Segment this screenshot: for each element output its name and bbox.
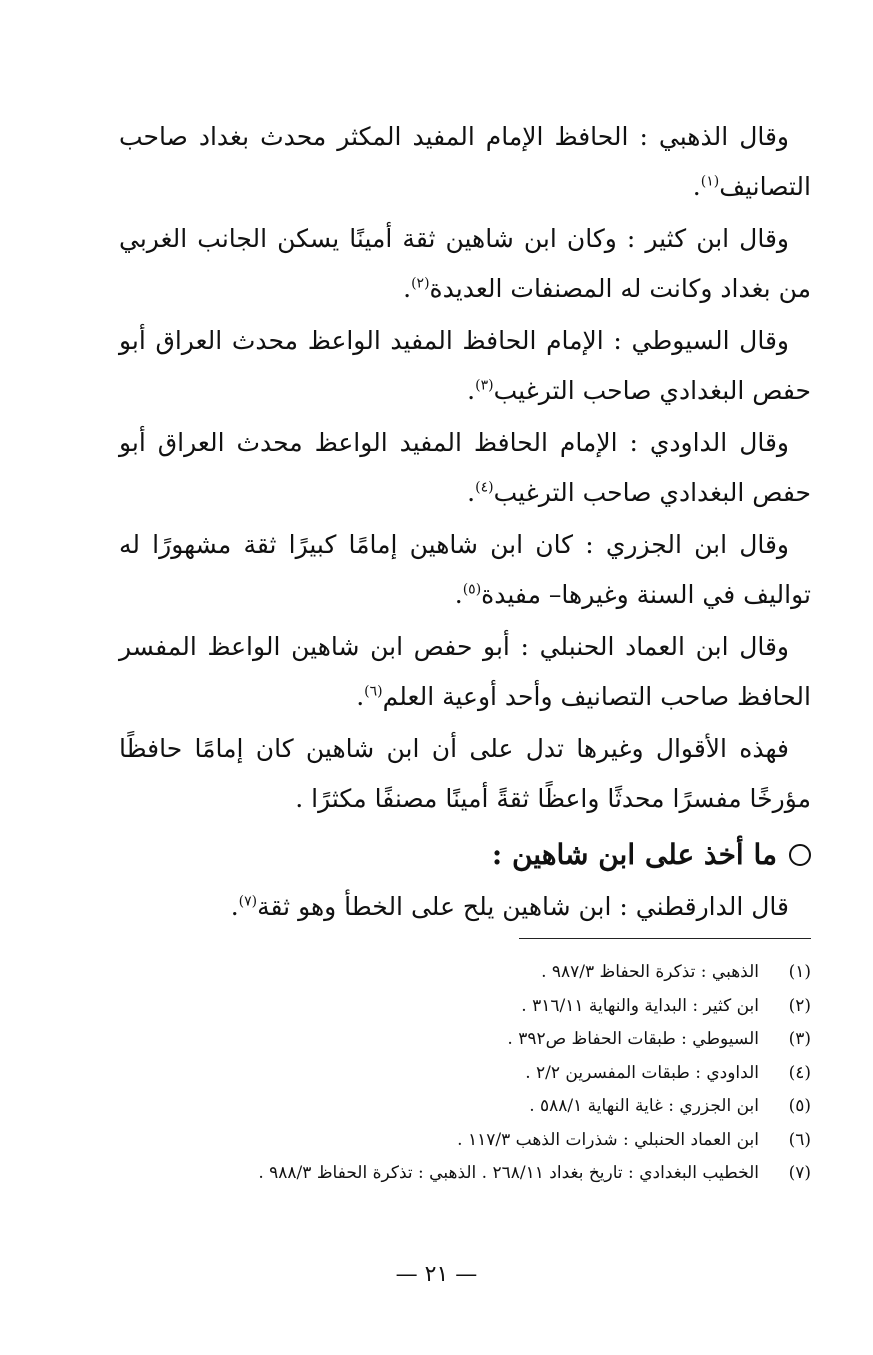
paragraph-dhahabi: وقال الذهبي : الحافظ الإمام المفيد المكثر محدث بغداد صاحب التصانيف$^{(١)}$. xyxy=(119,122,811,201)
main-text xyxy=(119,112,811,932)
footnote-number: (٢) xyxy=(788,995,811,1016)
footnote-number: (٥) xyxy=(788,1096,811,1116)
section-heading-text: ما أخذ على ابن شاهين : xyxy=(491,838,777,871)
footnote-number: (١) xyxy=(788,962,811,982)
footnote-ref: (٣) xyxy=(475,377,494,394)
footnote-ref: (٧) xyxy=(238,893,258,910)
footnote-text: الداودي : طبقات المفسرين ٢/٢ . xyxy=(525,1062,759,1083)
paragraph-summary: فهذه الأقوال وغيرها تدل على أن ابن شاهين كان إمامًا حافظًا مؤرخًا مفسرًا محدثًا واعظًا ثقةً أمينًا مصنفًا مكثرًا . xyxy=(119,734,811,813)
footnote-text: ابن العماد الحنبلي : شذرات الذهب ١١٧/٣ . xyxy=(457,1129,759,1150)
footnote-ref: (١) xyxy=(700,173,720,190)
footnote-ref: (٦) xyxy=(364,683,383,700)
paragraph-suyuti: وقال السيوطي : الإمام الحافظ المفيد الواعظ محدث العراق أبو حفص البغدادي صاحب الترغيب$^{(٣)}$. xyxy=(119,326,811,405)
footnote-ref: (٥) xyxy=(462,581,482,598)
footnote-text: الذهبي : تذكرة الحفاظ ٩٨٧/٣ . xyxy=(541,962,759,982)
footnote-item xyxy=(111,1023,811,1057)
circle-bullet-icon xyxy=(789,844,811,866)
footnote-text: ابن كثير : البداية والنهاية ٣١٦/١١ . xyxy=(521,995,759,1016)
footnote-number: (٤) xyxy=(788,1062,811,1083)
footnote-number: (٦) xyxy=(788,1129,811,1150)
paragraph-ibn-jazari: وقال ابن الجزري : كان ابن شاهين إمامًا كبيرًا ثقة مشهورًا له تواليف في السنة وغيرها– مفيدة$^{(٥)}$. xyxy=(119,530,811,609)
paragraph-ibn-kathir: وقال ابن كثير : وكان ابن شاهين ثقة أمينًا يسكن الجانب الغربي من بغداد وكانت له المصنفات العديدة$^{(٢)}$. xyxy=(119,224,811,303)
paragraph-dawudi: وقال الداودي : الإمام الحافظ المفيد الواعظ محدث العراق أبو حفص البغدادي صاحب الترغيب$^{(٤)}$. xyxy=(119,428,811,507)
paragraph-daraqutni: قال الدارقطني : ابن شاهين يلح على الخطأ وهو ثقة$^{(٧)}$. xyxy=(230,892,789,921)
footnotes-list xyxy=(111,956,811,1191)
footnote-divider xyxy=(519,938,811,939)
section-heading xyxy=(119,828,811,882)
paragraph-ibn-imad: وقال ابن العماد الحنبلي : أبو حفص ابن شاهين الواعظ المفسر الحافظ صاحب التصانيف وأحد أوعية العلم$^{(٦)}$. xyxy=(119,632,811,711)
footnote-item xyxy=(111,1090,811,1124)
footnote-ref: (٤) xyxy=(475,479,494,496)
footnote-ref: (٢) xyxy=(411,275,430,292)
footnote-item xyxy=(111,956,811,990)
footnote-item xyxy=(111,990,811,1024)
footnote-number: (٧) xyxy=(788,1163,811,1183)
footnote-number: (٣) xyxy=(788,1029,811,1049)
footnote-item xyxy=(111,1157,811,1191)
footnote-text: السيوطي : طبقات الحفاظ ص٣٩٢ . xyxy=(507,1029,759,1049)
footnote-item xyxy=(111,1124,811,1158)
footnote-text: ابن الجزري : غاية النهاية ٥٨٨/١ . xyxy=(529,1096,759,1116)
page-number: — ٢١ — xyxy=(395,1262,478,1287)
footnote-text: الخطيب البغدادي : تاريخ بغداد ٢٦٨/١١ . الذهبي : تذكرة الحفاظ ٩٨٨/٣ . xyxy=(258,1163,759,1183)
footnote-item xyxy=(111,1057,811,1091)
